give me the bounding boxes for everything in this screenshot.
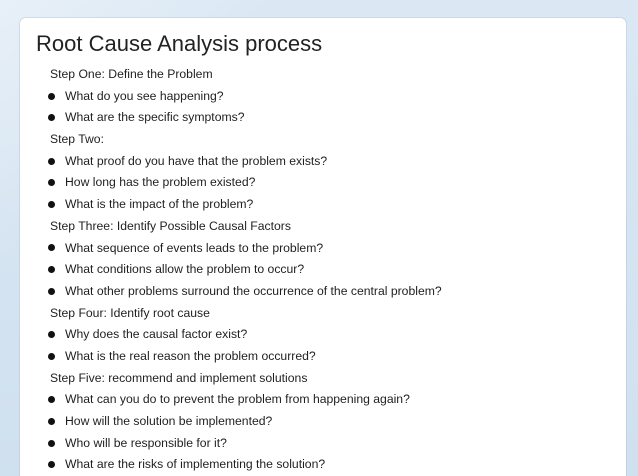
step-five-bullet-2 bbox=[48, 411, 608, 433]
bullet-icon bbox=[48, 288, 55, 295]
bullet-text: What conditions allow the problem to occur? bbox=[65, 262, 305, 277]
step-five-bullet-1 bbox=[48, 389, 608, 411]
step-three-bullet-3 bbox=[48, 281, 608, 303]
bullet-icon bbox=[48, 266, 55, 273]
step-three-bullet-1 bbox=[48, 238, 608, 260]
step-four-label: Step Four: Identify root cause bbox=[50, 305, 210, 320]
bullet-icon bbox=[48, 418, 55, 425]
bullet-text: What are the risks of implementing the solution? bbox=[65, 457, 326, 472]
slide-title: Root Cause Analysis process bbox=[36, 31, 323, 56]
bullet-text: Why does the causal factor exist? bbox=[65, 327, 248, 342]
bullet-icon bbox=[48, 179, 55, 186]
step-two-bullet-1 bbox=[48, 151, 608, 173]
step-two-label: Step Two: bbox=[50, 132, 104, 147]
step-five-bullet-4 bbox=[48, 454, 608, 476]
bullet-icon bbox=[48, 93, 55, 100]
step-one-label: Step One: Define the Problem bbox=[50, 67, 213, 81]
bullet-icon bbox=[48, 396, 55, 403]
bullet-text: How long has the problem existed? bbox=[65, 175, 256, 190]
bullet-icon bbox=[48, 331, 55, 338]
step-four-bullet-1 bbox=[48, 324, 608, 346]
slide bbox=[20, 18, 626, 476]
step-two-bullet-2 bbox=[48, 172, 608, 194]
bullet-icon bbox=[48, 201, 55, 208]
bullet-text: What can you do to prevent the problem from happening again? bbox=[65, 392, 410, 407]
bullet-icon bbox=[48, 440, 55, 447]
bullet-text: What other problems surround the occurrence of the central problem? bbox=[65, 283, 442, 298]
bullet-icon bbox=[48, 461, 55, 468]
step-five-bullet-3 bbox=[48, 433, 608, 455]
bullet-text: What do you see happening? bbox=[65, 88, 224, 103]
step-two-bullet-3 bbox=[48, 194, 608, 216]
bullet-text: What is the real reason the problem occurred? bbox=[65, 348, 316, 363]
step-four-bullet-2 bbox=[48, 346, 608, 368]
step-five-label: Step Five: recommend and implement solutions bbox=[50, 370, 308, 385]
bullet-text: What is the impact of the problem? bbox=[65, 197, 254, 212]
bullet-icon bbox=[48, 158, 55, 165]
bullet-icon bbox=[48, 114, 55, 121]
bullet-text: What proof do you have that the problem exists? bbox=[65, 153, 328, 168]
bullet-icon bbox=[48, 353, 55, 360]
bullet-icon bbox=[48, 244, 55, 251]
slide-content bbox=[48, 64, 608, 476]
bullet-text: How will the solution be implemented? bbox=[65, 414, 273, 428]
step-one-bullet-1 bbox=[48, 86, 608, 108]
bullet-text: Who will be responsible for it? bbox=[65, 435, 227, 450]
step-one-bullet-2 bbox=[48, 107, 608, 129]
bullet-text: What sequence of events leads to the problem? bbox=[65, 240, 324, 255]
step-three-label: Step Three: Identify Possible Causal Factors bbox=[50, 218, 291, 233]
step-three-bullet-2 bbox=[48, 259, 608, 281]
bullet-text: What are the specific symptoms? bbox=[65, 110, 245, 125]
